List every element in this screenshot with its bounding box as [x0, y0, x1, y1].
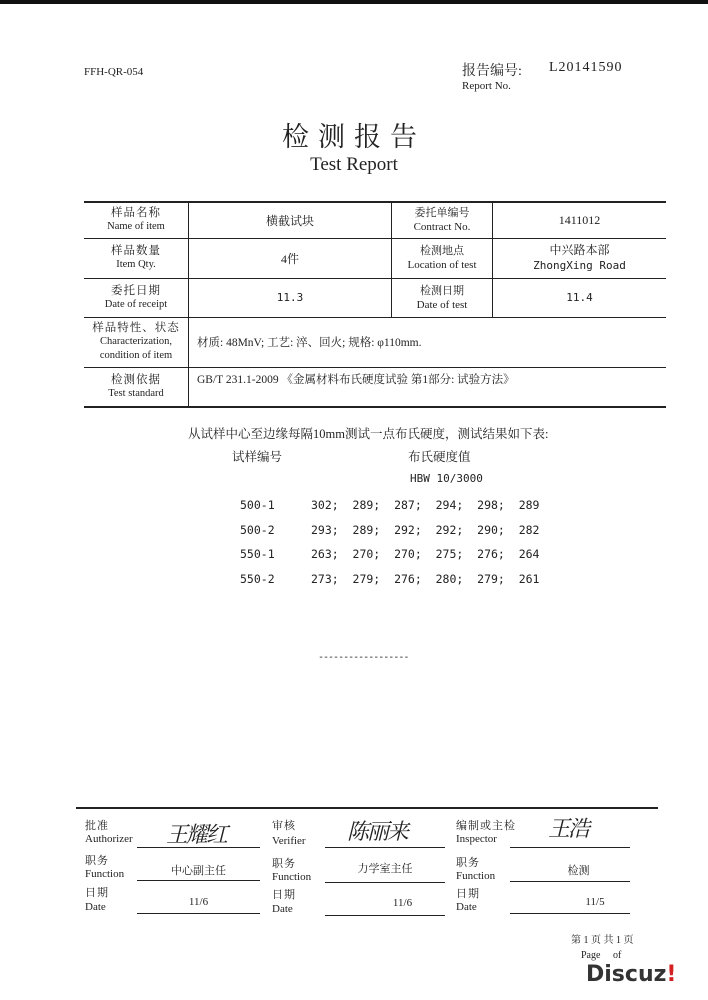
underline	[137, 847, 260, 848]
date-label-en: Date	[272, 903, 293, 915]
location-label: 检测地点 Location of test	[392, 238, 493, 278]
hardness-values: 263; 270; 270; 275; 276; 264	[311, 547, 540, 561]
authorizer-date: 11/6	[188, 896, 209, 908]
hardness-values: 273; 279; 276; 280; 279; 261	[311, 572, 540, 586]
function-label-cn: 职务	[85, 855, 109, 867]
inspector-label-en: Inspector	[456, 833, 497, 845]
underline	[325, 915, 445, 916]
standard-label: 检测依据 Test standard	[84, 367, 189, 407]
verifier-label-cn: 审核	[272, 820, 296, 832]
title-cn: 检测报告	[282, 122, 426, 152]
date-label-cn: 日期	[85, 887, 109, 899]
inspector-label-cn: 编制或主检	[456, 820, 516, 832]
authorizer-signature: 王耀红	[166, 823, 227, 848]
signature-rule	[76, 807, 658, 809]
info-row	[84, 367, 666, 407]
date-label-en: Date	[456, 901, 477, 913]
underline	[510, 881, 630, 882]
receipt-value: 11.3	[276, 291, 304, 304]
underline	[137, 880, 260, 881]
characterization-value: 材质: 48MnV; 工艺: 淬、回火; 规格: φ110mm.	[197, 337, 422, 349]
characterization-label: 样品特性、状态 Characterization, condition of item	[84, 317, 189, 367]
qty-label: 样品数量 Item Qty.	[84, 238, 189, 278]
underline	[510, 913, 630, 914]
sample-id: 500-2	[240, 523, 275, 537]
authorizer-function: 中心副主任	[171, 865, 226, 877]
hardness-values: 293; 289; 292; 292; 290; 282	[311, 523, 540, 537]
name-value: 横截试块	[265, 213, 314, 228]
authorizer-label-cn: 批准	[85, 820, 109, 832]
contract-value: 1411012	[558, 212, 601, 227]
location-value: 中兴路本部 ZhongXing Road	[533, 243, 626, 272]
underline	[325, 882, 445, 883]
function-label-en: Function	[456, 870, 496, 882]
name-label: 样品名称 Name of item	[84, 202, 189, 238]
hardness-unit: HBW 10/3000	[410, 472, 483, 485]
info-row	[84, 202, 666, 238]
end-of-results-mark: ------------------	[318, 652, 409, 663]
info-row	[84, 317, 666, 367]
test-date-label: 检测日期 Date of test	[392, 278, 493, 317]
receipt-label: 委托日期 Date of receipt	[84, 278, 189, 317]
function-label-cn: 职务	[456, 857, 480, 869]
results-intro: 从试样中心至边缘每隔10mm测试一点布氏硬度，测试结果如下表:	[188, 427, 549, 441]
col-sample-header: 试样编号	[232, 450, 283, 464]
standard-value: GB/T 231.1-2009 《金属材料布氏硬度试验 第1部分: 试验方法》	[197, 373, 515, 386]
page-number-cn: 第 1 页 共 1 页	[571, 935, 634, 946]
function-label-cn: 职务	[272, 858, 296, 870]
date-label-en: Date	[85, 901, 106, 913]
info-table	[84, 201, 666, 408]
date-label-cn: 日期	[456, 888, 480, 900]
sample-id: 550-2	[240, 572, 275, 586]
underline	[325, 847, 445, 848]
inspector-signature: 王浩	[548, 817, 589, 842]
verifier-function: 力学室主任	[357, 863, 413, 875]
contract-label: 委托单编号 Contract No.	[392, 202, 493, 238]
date-label-cn: 日期	[272, 889, 296, 901]
inspector-function: 检测	[567, 865, 590, 877]
verifier-date: 11/6	[392, 897, 413, 909]
verifier-label-en: Verifier	[272, 835, 306, 847]
hardness-values: 302; 289; 287; 294; 298; 289	[311, 498, 540, 512]
verifier-signature: 陈丽来	[347, 820, 408, 845]
page-number-en: Page of	[581, 950, 622, 961]
report-no-label-en: Report No.	[462, 80, 511, 92]
title-en: Test Report	[310, 154, 398, 175]
underline	[137, 913, 260, 914]
inspector-date: 11/5	[585, 896, 605, 908]
function-label-en: Function	[85, 868, 125, 880]
forum-watermark: Discuz!	[586, 962, 677, 987]
report-no-label: 报告编号:	[462, 64, 522, 79]
info-row	[84, 238, 666, 278]
authorizer-label-en: Authorizer	[85, 833, 133, 845]
underline	[510, 847, 630, 848]
report-no-value: L20141590	[549, 60, 623, 75]
info-row	[84, 278, 666, 317]
qty-value: 4件	[280, 251, 299, 266]
form-code: FFH-QR-054	[84, 66, 144, 78]
scan-edge	[0, 0, 708, 4]
function-label-en: Function	[272, 871, 312, 883]
col-hardness-header: 布氏硬度值	[408, 450, 471, 464]
sample-id: 550-1	[240, 547, 275, 561]
test-date-value: 11.4	[566, 291, 593, 304]
sample-id: 500-1	[240, 498, 275, 512]
